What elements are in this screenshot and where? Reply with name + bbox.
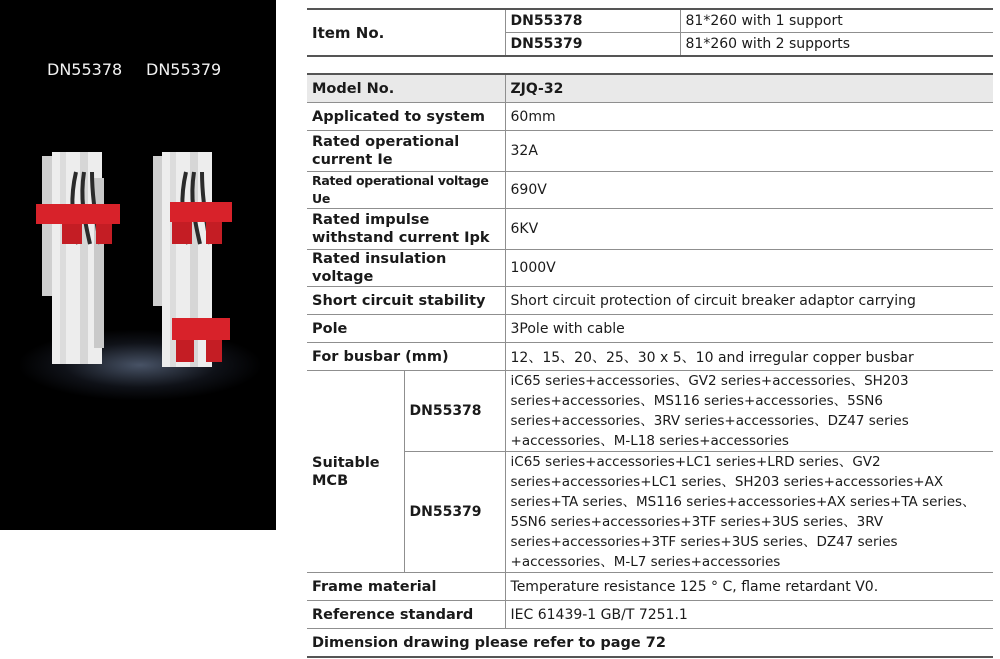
product-illustration bbox=[0, 148, 276, 378]
mcb-code: DN55379 bbox=[404, 452, 505, 573]
model-no-label: Model No. bbox=[307, 74, 505, 103]
product-label-dn55379: DN55379 bbox=[146, 60, 222, 79]
mcb-compatible-list: iC65 series+accessories、GV2 series+accessories、SH203 series+accessories、MS116 series+accessories、5SN6 series+accessories、3RV series+accessories、DZ47 series +accessories、M-L18 series+accessories bbox=[505, 371, 993, 452]
spec-label: Reference standard bbox=[307, 601, 505, 629]
table-row bbox=[307, 343, 993, 371]
mcb-compatible-list: iC65 series+accessories+LC1 series+LRD series、GV2 series+accessories+LC1 series、SH203 series+accessories+AX series+TA series、MS116 series+accessories+AX series+TA series、5SN6 series+accessories+3TF series+3US series、3RV series+accessories+3TF series+3US series、DZ47 series +accessories、M-L7 series+accessories bbox=[505, 452, 993, 573]
spec-value: 690V bbox=[505, 172, 993, 209]
table-row bbox=[307, 74, 993, 103]
spec-label: Rated operational voltage Ue bbox=[307, 172, 505, 209]
model-no-value: ZJQ-32 bbox=[505, 74, 993, 103]
spec-value: 60mm bbox=[505, 103, 993, 131]
item-description: 81*260 with 1 support bbox=[680, 9, 993, 33]
spec-label: Short circuit stability bbox=[307, 287, 505, 315]
spec-label: Frame material bbox=[307, 573, 505, 601]
table-row bbox=[307, 315, 993, 343]
table-row bbox=[307, 9, 993, 33]
spec-value: 32A bbox=[505, 131, 993, 172]
adaptor-dn55378 bbox=[36, 152, 120, 364]
spec-value: 3Pole with cable bbox=[505, 315, 993, 343]
table-row bbox=[307, 172, 993, 209]
table-row bbox=[307, 103, 993, 131]
table-row bbox=[307, 371, 993, 452]
table-row bbox=[307, 250, 993, 287]
table-row bbox=[307, 601, 993, 629]
mcb-code: DN55378 bbox=[404, 371, 505, 452]
product-image-panel bbox=[0, 0, 276, 530]
spec-label: Pole bbox=[307, 315, 505, 343]
spec-value: 12、15、20、25、30 x 5、10 and irregular copper busbar bbox=[505, 343, 993, 371]
spec-value: Short circuit protection of circuit breaker adaptor carrying bbox=[505, 287, 993, 315]
table-row bbox=[307, 287, 993, 315]
dimension-note: Dimension drawing please refer to page 72 bbox=[307, 629, 993, 658]
table-row bbox=[307, 452, 993, 573]
spec-label: For busbar (mm) bbox=[307, 343, 505, 371]
product-label-dn55378: DN55378 bbox=[47, 60, 123, 79]
suitable-mcb-label: Suitable MCB bbox=[307, 371, 404, 573]
item-code: DN55379 bbox=[505, 33, 680, 57]
spec-value: IEC 61439-1 GB/T 7251.1 bbox=[505, 601, 993, 629]
spec-label: Rated operational current Ie bbox=[307, 131, 505, 172]
adaptor-dn55379 bbox=[153, 152, 232, 367]
table-row bbox=[307, 629, 993, 658]
item-description: 81*260 with 2 supports bbox=[680, 33, 993, 57]
spec-value: 1000V bbox=[505, 250, 993, 287]
table-row bbox=[307, 209, 993, 250]
table-row bbox=[307, 573, 993, 601]
spec-value: Temperature resistance 125 ° C, flame retardant V0. bbox=[505, 573, 993, 601]
spec-label: Rated insulation voltage bbox=[307, 250, 505, 287]
spec-label: Rated impulse withstand current Ipk bbox=[307, 209, 505, 250]
table-row bbox=[307, 131, 993, 172]
item-number-table bbox=[307, 8, 993, 57]
item-code: DN55378 bbox=[505, 9, 680, 33]
spec-label: Applicated to system bbox=[307, 103, 505, 131]
item-no-label: Item No. bbox=[307, 9, 505, 56]
spec-value: 6KV bbox=[505, 209, 993, 250]
specification-table bbox=[307, 73, 993, 658]
